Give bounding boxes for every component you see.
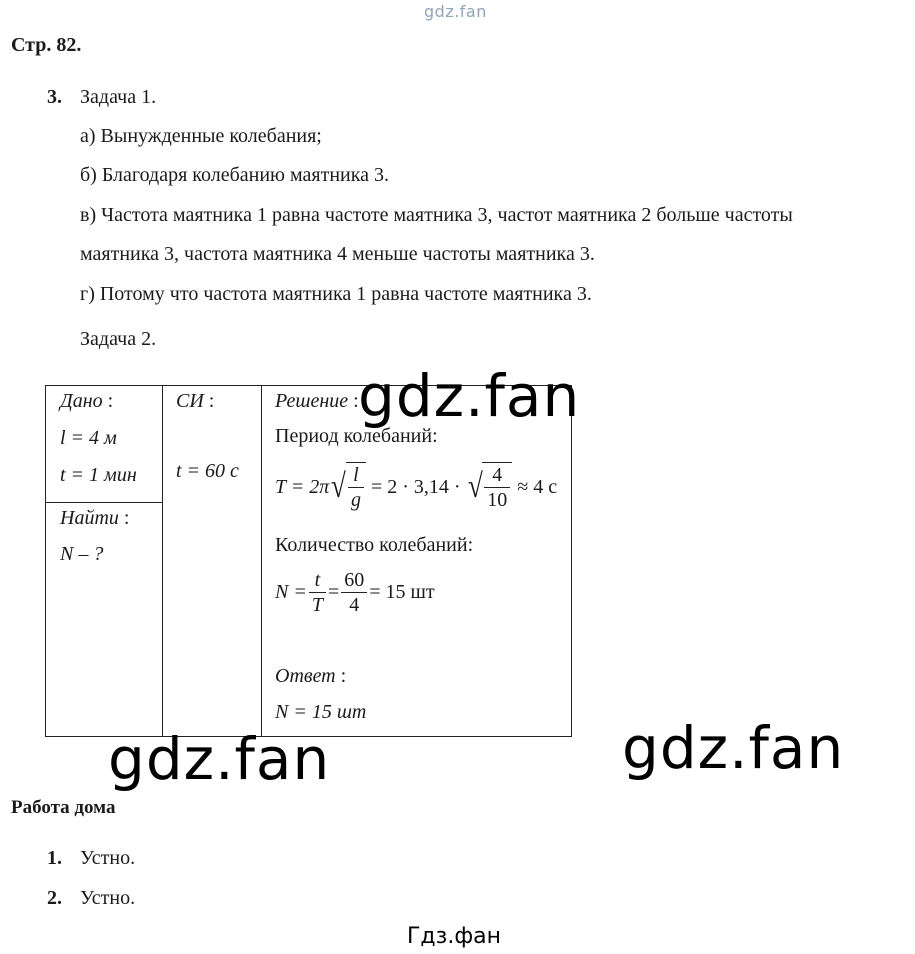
answer-line-v: в) Частота маятника 1 равна частоте маятника 3, частот маятника 2 больше частоты xyxy=(80,204,793,226)
solution-header: Решение : xyxy=(275,390,359,412)
find-value: N – ? xyxy=(60,543,104,565)
homework-item-2-text: Устно. xyxy=(80,887,136,909)
watermark-left: gdz.fan xyxy=(108,725,331,793)
period-text: Период колебаний: xyxy=(275,425,438,447)
period-formula: T = 2π √ $\frac{l}{g}$ = 2 · 3,14 · √ $\frac{4}{10}$ ≈ 4 с xyxy=(275,464,558,511)
task-title: Задача 1. xyxy=(80,86,157,108)
answer-line-g: г) Потому что частота маятника 1 равна частоте маятника 3. xyxy=(80,283,592,305)
answer-line-a: а) Вынужденные колебания; xyxy=(80,125,322,147)
solution-table xyxy=(45,385,572,737)
page-heading: Стр. 82. xyxy=(11,34,82,56)
homework-item-1-number: 1. xyxy=(47,847,62,869)
task2-title: Задача 2. xyxy=(80,328,157,350)
given-header: Дано : xyxy=(60,390,114,412)
si-header: СИ : xyxy=(176,390,215,412)
table-divider-2 xyxy=(261,386,262,736)
count-text: Количество колебаний: xyxy=(275,534,474,556)
table-divider-given xyxy=(46,502,162,503)
homework-title: Работа дома xyxy=(11,797,116,818)
watermark-middle: gdz.fan xyxy=(358,362,581,430)
watermark-top: gdz.fan xyxy=(424,2,487,21)
given-time: t = 1 мин xyxy=(60,464,137,486)
table-divider-1 xyxy=(162,386,163,736)
given-length: l = 4 м xyxy=(60,427,117,449)
answer-value: N = 15 шт xyxy=(275,701,367,723)
find-header: Найти : xyxy=(60,507,130,529)
si-time: t = 60 с xyxy=(176,460,239,482)
task-number: 3. xyxy=(47,86,62,108)
count-formula: N = $\frac{t}{T}$ = $\frac{60}{4}$ = 15 шт xyxy=(275,569,435,616)
answer-line-b: б) Благодаря колебанию маятника 3. xyxy=(80,164,390,186)
watermark-bottom: Гдз.фан xyxy=(407,924,501,949)
homework-item-1-text: Устно. xyxy=(80,847,136,869)
answer-header: Ответ : xyxy=(275,665,347,687)
watermark-right: gdz.fan xyxy=(622,714,845,782)
answer-line-v-cont: маятника 3, частота маятника 4 меньше частоты маятника 3. xyxy=(80,243,595,265)
homework-item-2-number: 2. xyxy=(47,887,62,909)
